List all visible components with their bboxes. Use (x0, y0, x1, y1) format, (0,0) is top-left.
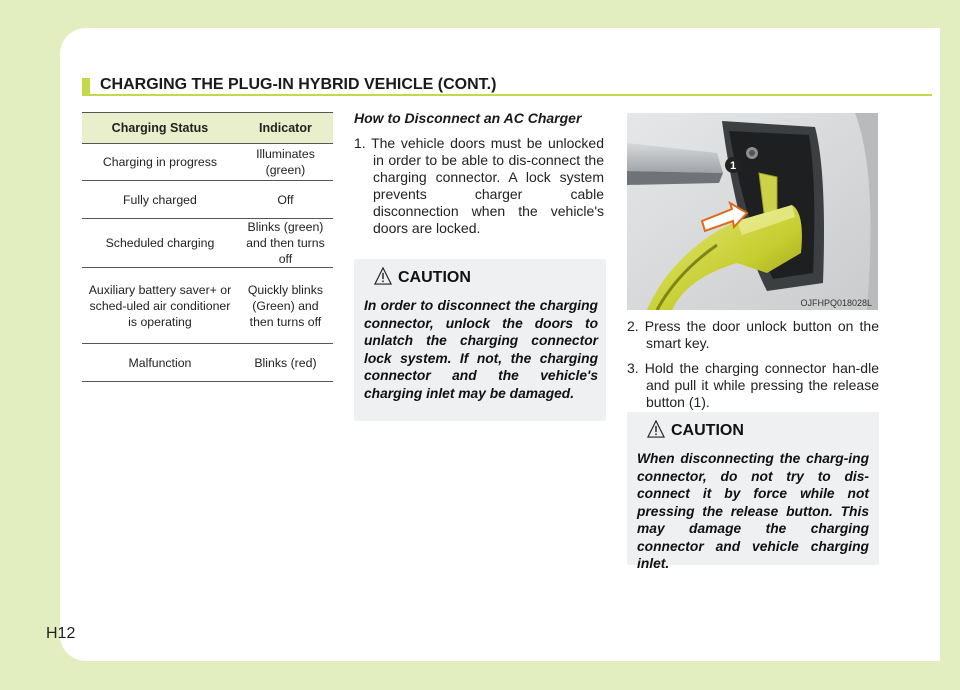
caution-text: In order to disconnect the charging connector, unlock the doors to unlatch the charging connector lock system. If not, the charging connector and the vehicle's charging inlet may be damaged. (364, 298, 598, 401)
caution-heading (364, 267, 598, 289)
indicator-cell: Illuminates (green) (238, 144, 333, 181)
table-row (82, 144, 333, 181)
right-column (627, 318, 879, 411)
caution-heading (637, 420, 869, 442)
caution-label: CAUTION (671, 422, 744, 439)
warning-icon (374, 267, 392, 285)
status-cell: Charging in progress (82, 144, 238, 181)
caution-text: When disconnecting the charg-ing connector, do not try to dis-connect it by force while not pressing the release button. This may damage the charging connector and vehicle charging inlet. (637, 451, 869, 571)
charger-photo (627, 113, 878, 310)
table-row (82, 219, 333, 268)
charging-connector-illustration (627, 113, 878, 310)
step-2: 2. Press the door unlock button on the smart key. (627, 318, 879, 351)
section-title: CHARGING THE PLUG-IN HYBRID VEHICLE (CONT.) (100, 76, 497, 93)
header-accent-bar (82, 78, 90, 96)
header-rule (90, 94, 932, 96)
indicator-cell: Quickly blinks (Green) and then turns off (238, 268, 333, 344)
table-header-row (82, 113, 333, 144)
caution-label: CAUTION (398, 269, 471, 286)
status-cell: Malfunction (82, 344, 238, 382)
status-cell: Fully charged (82, 181, 238, 219)
middle-column (354, 110, 604, 237)
step-1: 1. The vehicle doors must be unlocked in order to be able to dis-connect the charging connector. A lock system prevents charger cable disconnection when the vehicle's doors are locked. (354, 135, 604, 236)
table-row (82, 344, 333, 382)
indicator-cell: Blinks (green) and then turns off (238, 219, 333, 268)
figure-code: OJFHPQ018028L (800, 298, 872, 308)
caution-box-1 (354, 259, 606, 421)
section-header (82, 74, 932, 98)
subsection-heading: How to Disconnect an AC Charger (354, 110, 582, 126)
table-row (82, 181, 333, 219)
indicator-cell: Off (238, 181, 333, 219)
table-row (82, 268, 333, 344)
table-header-status: Charging Status (82, 113, 238, 144)
warning-icon (647, 420, 665, 438)
status-cell: Scheduled charging (82, 219, 238, 268)
caution-box-2 (627, 412, 879, 571)
table-header-indicator: Indicator (238, 113, 333, 144)
indicator-cell: Blinks (red) (238, 344, 333, 382)
status-cell: Auxiliary battery saver+ or sched-uled air conditioner is operating (82, 268, 238, 344)
page-number: H12 (46, 625, 76, 642)
charging-status-table (82, 112, 333, 382)
photo-callout-1: 1 (729, 160, 737, 172)
step-3: 3. Hold the charging connector han-dle and pull it while pressing the release button (1). (627, 360, 879, 410)
